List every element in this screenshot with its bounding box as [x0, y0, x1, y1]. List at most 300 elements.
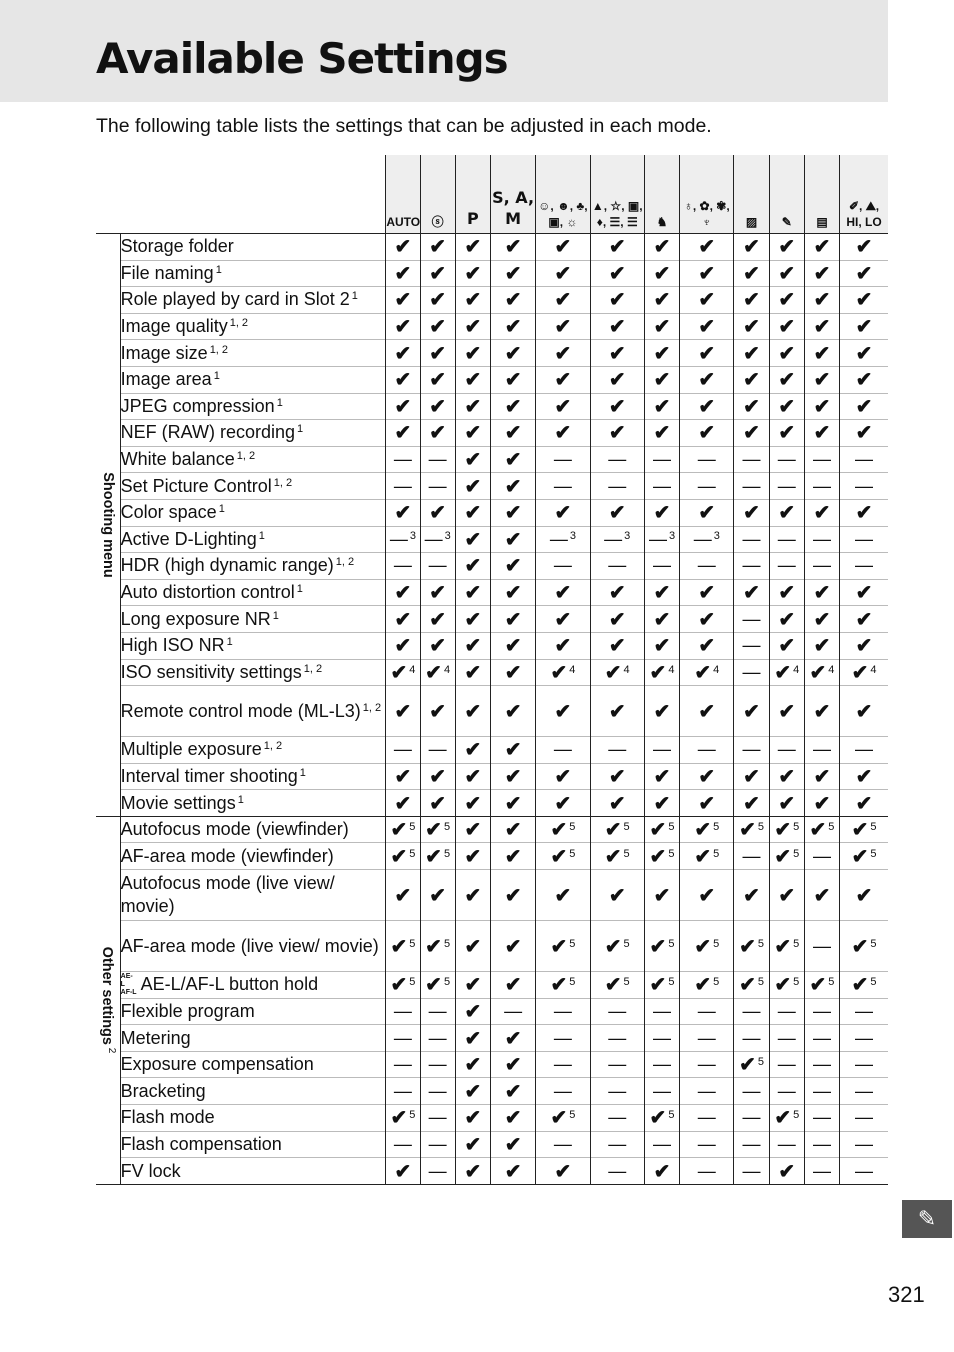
check-mark-icon: ✔ — [644, 870, 679, 921]
dash-mark: — — [734, 843, 769, 870]
check-mark-icon: ✔ — [536, 579, 590, 606]
table-row — [96, 260, 888, 287]
check-mark-icon: ✔ — [490, 1025, 535, 1052]
check-mark-icon: ✔ — [455, 526, 490, 553]
dash-mark: — — [386, 737, 420, 764]
check-mark-icon: ✔ — [536, 1158, 590, 1185]
check-mark-icon: ✔ — [420, 763, 455, 790]
check-mark-icon: ✔ — [455, 1105, 490, 1132]
dash-mark: — — [386, 1025, 420, 1052]
check-mark-icon: ✔ — [590, 606, 644, 633]
setting-name: HDR (high dynamic range) $^{1, 2}$ — [120, 553, 386, 580]
table-row — [96, 816, 888, 843]
check-mark-icon: ✔ — [840, 340, 888, 367]
check-mark-icon: ✔ — [804, 313, 839, 340]
dash-mark: — — [386, 446, 420, 473]
check-mark-icon: ✔ — [536, 632, 590, 659]
check-mark-icon: ✔ — [644, 1158, 679, 1185]
table-row — [96, 1131, 888, 1158]
dash-mark: — — [420, 1158, 455, 1185]
check-mark-icon: ✔ — [536, 340, 590, 367]
check-mark-icon: ✔ — [386, 686, 420, 737]
check-mark-icon: ✔ — [680, 686, 734, 737]
check-mark-icon: ✔ — [455, 473, 490, 500]
setting-name: AF-area mode (live view/ movie) — [120, 921, 386, 972]
dash-mark: — — [804, 473, 839, 500]
check-mark-icon: ✔ — [455, 998, 490, 1025]
check-mark-icon: ✔ — [680, 366, 734, 393]
dash-mark: — — [420, 1025, 455, 1052]
check-mark-icon: ✔ — [840, 234, 888, 261]
dash-mark: — — [840, 1158, 888, 1185]
dash-mark: — — [386, 1131, 420, 1158]
check-mark-icon: ✔ — [644, 632, 679, 659]
check-mark-icon: ✔ $^5$ — [644, 1105, 679, 1132]
check-mark-icon: ✔ — [420, 366, 455, 393]
check-mark-icon: ✔ $^5$ — [590, 921, 644, 972]
check-mark-icon: ✔ $^5$ — [644, 816, 679, 843]
check-mark-icon: ✔ — [590, 632, 644, 659]
check-mark-icon: ✔ — [490, 313, 535, 340]
dash-mark: — — [590, 1131, 644, 1158]
check-mark-icon: ✔ — [644, 606, 679, 633]
dash-mark: — — [644, 1078, 679, 1105]
check-mark-icon: ✔ — [590, 366, 644, 393]
check-mark-icon: ✔ — [840, 763, 888, 790]
special-effects-icon: ✐, ⛰, HI, LO — [846, 198, 882, 229]
check-mark-icon: ✔ — [490, 260, 535, 287]
check-mark-icon: ✔ — [769, 686, 804, 737]
check-mark-icon: ✔ — [455, 659, 490, 686]
check-mark-icon: ✔ — [490, 843, 535, 870]
dash-mark: — $^3$ — [644, 526, 679, 553]
setting-name: Auto distortion control $^1$ — [120, 579, 386, 606]
check-mark-icon: ✔ $^5$ — [680, 843, 734, 870]
setting-name: AE-L AF-L AE-L/AF-L button hold — [120, 972, 386, 999]
table-row — [96, 843, 888, 870]
check-mark-icon: ✔ — [490, 287, 535, 314]
dash-mark: — — [840, 1051, 888, 1078]
dash-mark: — — [840, 737, 888, 764]
check-mark-icon: ✔ — [386, 420, 420, 447]
check-mark-icon: ✔ — [769, 1158, 804, 1185]
check-mark-icon: ✔ — [455, 1051, 490, 1078]
check-mark-icon: ✔ — [455, 686, 490, 737]
header-corner — [96, 155, 386, 234]
table-row — [96, 972, 888, 999]
dash-mark: — — [644, 553, 679, 580]
dash-mark: — — [840, 473, 888, 500]
check-mark-icon: ✔ — [590, 287, 644, 314]
check-mark-icon: ✔ — [734, 260, 769, 287]
dash-mark: — — [734, 998, 769, 1025]
mode-column-header — [490, 155, 535, 234]
dash-mark: — — [420, 446, 455, 473]
table-row — [96, 1025, 888, 1052]
setting-name: File naming $^1$ — [120, 260, 386, 287]
dash-mark: — — [386, 473, 420, 500]
dash-mark: — — [840, 998, 888, 1025]
check-mark-icon: ✔ — [420, 420, 455, 447]
dash-mark: — — [680, 1105, 734, 1132]
dash-mark: — — [734, 632, 769, 659]
setting-name: Image size $^{1, 2}$ — [120, 340, 386, 367]
check-mark-icon: ✔ $^5$ — [769, 1105, 804, 1132]
check-mark-icon: ✔ $^5$ — [536, 921, 590, 972]
check-mark-icon: ✔ — [455, 287, 490, 314]
check-mark-icon: ✔ — [804, 499, 839, 526]
dash-mark: — — [680, 553, 734, 580]
check-mark-icon: ✔ — [490, 234, 535, 261]
dash-mark: — $^3$ — [386, 526, 420, 553]
setting-name: NEF (RAW) recording $^1$ — [120, 420, 386, 447]
check-mark-icon: ✔ — [386, 260, 420, 287]
check-mark-icon: ✔ — [386, 790, 420, 817]
dash-mark: — — [840, 526, 888, 553]
check-mark-icon: ✔ — [734, 499, 769, 526]
dash-mark: — $^3$ — [680, 526, 734, 553]
check-mark-icon: ✔ $^4$ — [590, 659, 644, 686]
check-mark-icon: ✔ — [490, 737, 535, 764]
check-mark-icon: ✔ — [536, 870, 590, 921]
check-mark-icon: ✔ — [769, 234, 804, 261]
check-mark-icon: ✔ — [840, 420, 888, 447]
check-mark-icon: ✔ — [455, 843, 490, 870]
table-row — [96, 686, 888, 737]
dash-mark: — — [804, 998, 839, 1025]
dash-mark: — — [769, 526, 804, 553]
table-row — [96, 234, 888, 261]
check-mark-icon: ✔ $^5$ — [386, 816, 420, 843]
check-mark-icon: ✔ — [680, 393, 734, 420]
check-mark-icon: ✔ $^5$ — [590, 972, 644, 999]
setting-name: High ISO NR $^1$ — [120, 632, 386, 659]
check-mark-icon: ✔ — [590, 763, 644, 790]
mode-column-header — [386, 155, 420, 234]
mode-column-header — [644, 155, 679, 234]
check-mark-icon: ✔ — [840, 393, 888, 420]
candlelight-icon: ♁, ✿, ✾, ♆ — [683, 198, 730, 229]
check-mark-icon: ✔ — [680, 606, 734, 633]
check-mark-icon: ✔ — [734, 579, 769, 606]
check-mark-icon: ✔ — [680, 632, 734, 659]
dash-mark: — — [420, 473, 455, 500]
table-row — [96, 340, 888, 367]
check-mark-icon: ✔ — [734, 763, 769, 790]
setting-name: Autofocus mode (live view/ movie) — [120, 870, 386, 921]
setting-name: Metering — [120, 1025, 386, 1052]
table-row — [96, 1158, 888, 1185]
check-mark-icon: ✔ — [420, 579, 455, 606]
check-mark-icon: ✔ $^5$ — [680, 921, 734, 972]
check-mark-icon: ✔ $^5$ — [734, 972, 769, 999]
check-mark-icon: ✔ $^5$ — [840, 816, 888, 843]
check-mark-icon: ✔ — [490, 816, 535, 843]
dash-mark: — — [734, 473, 769, 500]
check-mark-icon: ✔ — [455, 1131, 490, 1158]
table-row — [96, 921, 888, 972]
dash-mark: — — [386, 998, 420, 1025]
table-row — [96, 998, 888, 1025]
dash-mark: — — [804, 1131, 839, 1158]
check-mark-icon: ✔ — [590, 499, 644, 526]
check-mark-icon: ✔ — [590, 313, 644, 340]
table-row — [96, 737, 888, 764]
check-mark-icon: ✔ — [680, 340, 734, 367]
dash-mark: — — [536, 737, 590, 764]
table-row — [96, 659, 888, 686]
check-mark-icon: ✔ — [680, 579, 734, 606]
check-mark-icon: ✔ — [490, 606, 535, 633]
table-row — [96, 790, 888, 817]
dash-mark: — — [804, 553, 839, 580]
check-mark-icon: ✔ — [590, 579, 644, 606]
check-mark-icon: ✔ — [420, 632, 455, 659]
check-mark-icon: ✔ $^5$ — [420, 921, 455, 972]
dash-mark: — — [840, 1025, 888, 1052]
check-mark-icon: ✔ — [769, 420, 804, 447]
dash-mark: — — [490, 998, 535, 1025]
check-mark-icon: ✔ $^5$ — [536, 816, 590, 843]
check-mark-icon: ✔ — [455, 260, 490, 287]
dash-mark: — — [680, 1051, 734, 1078]
check-mark-icon: ✔ — [455, 606, 490, 633]
check-mark-icon: ✔ — [455, 420, 490, 447]
check-mark-icon: ✔ — [644, 686, 679, 737]
check-mark-icon: ✔ — [804, 870, 839, 921]
check-mark-icon: ✔ $^5$ — [769, 921, 804, 972]
dash-mark: — — [680, 473, 734, 500]
check-mark-icon: ✔ $^5$ — [590, 843, 644, 870]
check-mark-icon: ✔ — [455, 972, 490, 999]
check-mark-icon: ✔ — [840, 632, 888, 659]
check-mark-icon: ✔ — [769, 632, 804, 659]
dash-mark: — — [769, 446, 804, 473]
check-mark-icon: ✔ — [386, 340, 420, 367]
dash-mark: — — [804, 1078, 839, 1105]
dash-mark: — — [840, 1078, 888, 1105]
dash-mark: — — [536, 553, 590, 580]
table-row — [96, 366, 888, 393]
check-mark-icon: ✔ — [644, 260, 679, 287]
check-mark-icon: ✔ — [734, 870, 769, 921]
check-mark-icon: ✔ — [536, 790, 590, 817]
check-mark-icon: ✔ $^5$ — [536, 1105, 590, 1132]
check-mark-icon: ✔ $^5$ — [536, 972, 590, 999]
check-mark-icon: ✔ — [769, 763, 804, 790]
check-mark-icon: ✔ — [680, 287, 734, 314]
check-mark-icon: ✔ — [536, 606, 590, 633]
check-mark-icon: ✔ $^5$ — [386, 843, 420, 870]
check-mark-icon: ✔ — [680, 313, 734, 340]
check-mark-icon: ✔ $^4$ — [680, 659, 734, 686]
mode-column-header — [840, 155, 888, 234]
mode-column-header — [590, 155, 644, 234]
check-mark-icon: ✔ — [490, 1105, 535, 1132]
auto-flash-off-icon: ⓢ — [431, 214, 444, 229]
check-mark-icon: ✔ — [490, 763, 535, 790]
dash-mark: — — [769, 1131, 804, 1158]
check-mark-icon: ✔ — [680, 420, 734, 447]
dash-mark: — — [769, 1025, 804, 1052]
dash-mark: — — [644, 1131, 679, 1158]
group-cell — [96, 234, 120, 817]
dash-mark: — — [536, 1025, 590, 1052]
dash-mark: — — [734, 526, 769, 553]
table-row — [96, 313, 888, 340]
table-row — [96, 553, 888, 580]
dash-mark: — — [769, 553, 804, 580]
check-mark-icon: ✔ $^5$ — [644, 843, 679, 870]
check-mark-icon: ✔ $^5$ — [680, 972, 734, 999]
check-mark-icon: ✔ — [455, 1025, 490, 1052]
setting-name: Movie settings $^1$ — [120, 790, 386, 817]
check-mark-icon: ✔ — [386, 763, 420, 790]
check-mark-icon: ✔ $^5$ — [769, 843, 804, 870]
mode-column-header — [536, 155, 590, 234]
dash-mark: — — [804, 526, 839, 553]
check-mark-icon: ✔ — [680, 499, 734, 526]
dash-mark: — — [804, 1025, 839, 1052]
dash-mark: — — [680, 446, 734, 473]
dash-mark: — — [734, 1105, 769, 1132]
check-mark-icon: ✔ — [680, 763, 734, 790]
check-mark-icon: ✔ $^5$ — [840, 972, 888, 999]
table-row — [96, 1105, 888, 1132]
dash-mark: — — [804, 1051, 839, 1078]
table-row — [96, 870, 888, 921]
check-mark-icon: ✔ — [386, 393, 420, 420]
setting-name: JPEG compression $^1$ — [120, 393, 386, 420]
dash-mark: — $^3$ — [420, 526, 455, 553]
check-mark-icon: ✔ — [490, 659, 535, 686]
check-mark-icon: ✔ — [804, 606, 839, 633]
check-mark-icon: ✔ — [590, 234, 644, 261]
check-mark-icon: ✔ — [680, 790, 734, 817]
check-mark-icon: ✔ — [769, 790, 804, 817]
check-mark-icon: ✔ — [734, 393, 769, 420]
check-mark-icon: ✔ — [490, 553, 535, 580]
dash-mark: — — [420, 998, 455, 1025]
group-label: Other settings $^2$ — [99, 947, 117, 1054]
check-mark-icon: ✔ — [734, 686, 769, 737]
dash-mark: — — [769, 473, 804, 500]
table-row — [96, 287, 888, 314]
dash-mark: — — [680, 998, 734, 1025]
dash-mark: — — [644, 1025, 679, 1052]
dash-mark: — — [734, 1078, 769, 1105]
setting-name: Set Picture Control $^{1, 2}$ — [120, 473, 386, 500]
check-mark-icon: ✔ — [490, 366, 535, 393]
check-mark-icon: ✔ $^5$ — [420, 843, 455, 870]
check-mark-icon: ✔ — [644, 234, 679, 261]
check-mark-icon: ✔ — [420, 499, 455, 526]
dash-mark: — — [769, 737, 804, 764]
check-mark-icon: ✔ — [455, 446, 490, 473]
check-mark-icon: ✔ — [455, 921, 490, 972]
check-mark-icon: ✔ $^4$ — [804, 659, 839, 686]
setting-name: Storage folder — [120, 234, 386, 261]
check-mark-icon: ✔ — [490, 393, 535, 420]
check-mark-icon: ✔ — [455, 632, 490, 659]
check-mark-icon: ✔ — [455, 366, 490, 393]
check-mark-icon: ✔ — [420, 606, 455, 633]
check-mark-icon: ✔ — [386, 366, 420, 393]
dash-mark: — — [420, 1078, 455, 1105]
check-mark-icon: ✔ — [804, 632, 839, 659]
check-mark-icon: ✔ — [536, 313, 590, 340]
dash-mark: — — [590, 737, 644, 764]
check-mark-icon: ✔ — [490, 1158, 535, 1185]
table-row — [96, 499, 888, 526]
dash-mark: — — [590, 446, 644, 473]
check-mark-icon: ✔ $^5$ — [644, 921, 679, 972]
check-mark-icon: ✔ — [536, 366, 590, 393]
dash-mark: — — [536, 446, 590, 473]
dash-mark: — — [590, 1025, 644, 1052]
dash-mark: — — [804, 1158, 839, 1185]
dash-mark: — — [769, 1078, 804, 1105]
dash-mark: — — [734, 446, 769, 473]
check-mark-icon: ✔ — [455, 313, 490, 340]
dash-mark: — — [680, 1131, 734, 1158]
check-mark-icon: ✔ — [644, 393, 679, 420]
dash-mark: — — [804, 737, 839, 764]
check-mark-icon: ✔ — [840, 366, 888, 393]
page-number: 321 — [888, 1282, 925, 1307]
mode-column-header — [769, 155, 804, 234]
check-mark-icon: ✔ — [386, 234, 420, 261]
check-mark-icon: ✔ $^4$ — [386, 659, 420, 686]
setting-name: Flash compensation — [120, 1131, 386, 1158]
night-portrait-icon: ▲, ☆, ▣, ♦, ☰, ☰ — [591, 198, 643, 229]
dash-mark: — — [386, 1051, 420, 1078]
table-row — [96, 763, 888, 790]
check-mark-icon: ✔ — [490, 1078, 535, 1105]
check-mark-icon: ✔ — [804, 579, 839, 606]
dash-mark: — — [644, 737, 679, 764]
check-mark-icon: ✔ — [490, 420, 535, 447]
check-mark-icon: ✔ — [455, 1158, 490, 1185]
dash-mark: — — [734, 1158, 769, 1185]
dash-mark: — — [590, 1158, 644, 1185]
check-mark-icon: ✔ — [590, 260, 644, 287]
check-mark-icon: ✔ — [455, 234, 490, 261]
check-mark-icon: ✔ — [455, 340, 490, 367]
page-title: Available Settings — [96, 34, 508, 83]
check-mark-icon: ✔ — [769, 287, 804, 314]
check-mark-icon: ✔ — [680, 260, 734, 287]
portrait-icon: ☺, ☻, ♣, ▣, ☼ — [538, 198, 588, 229]
setting-name: Long exposure NR $^1$ — [120, 606, 386, 633]
check-mark-icon: ✔ $^5$ — [804, 816, 839, 843]
check-mark-icon: ✔ — [386, 579, 420, 606]
mode-column-header — [420, 155, 455, 234]
ael-afl-icon: AE-L AF-L — [120, 972, 137, 996]
dash-mark: — — [734, 1025, 769, 1052]
check-mark-icon: ✔ — [536, 287, 590, 314]
check-mark-icon: ✔ — [769, 260, 804, 287]
dash-mark: — — [420, 1051, 455, 1078]
dash-mark: — — [680, 1078, 734, 1105]
setting-name: Image area $^1$ — [120, 366, 386, 393]
check-mark-icon: ✔ $^5$ — [420, 816, 455, 843]
mode-letters: P — [466, 209, 479, 229]
table-row — [96, 393, 888, 420]
table-row — [96, 473, 888, 500]
check-mark-icon: ✔ — [455, 816, 490, 843]
dash-mark: — — [644, 998, 679, 1025]
